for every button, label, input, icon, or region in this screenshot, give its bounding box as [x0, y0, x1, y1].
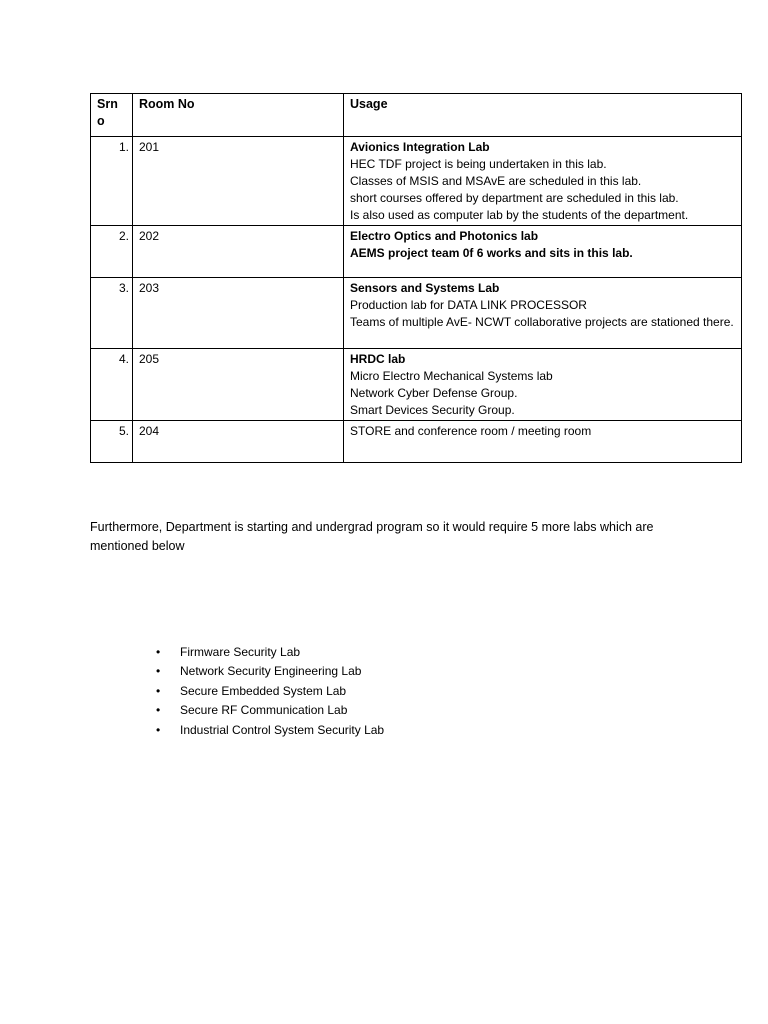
bullet-icon: •: [156, 645, 161, 659]
row-srno: 5.: [91, 421, 133, 463]
row-usage: [344, 278, 742, 349]
list-item: [150, 682, 384, 701]
row-usage: [344, 226, 742, 278]
table-row: [91, 278, 742, 349]
list-item-label: Network Security Engineering Lab: [180, 664, 362, 679]
body-paragraph: Furthermore, Department is starting and undergrad program so it would require 5 more labs which are mentioned below: [90, 520, 654, 553]
table-row: [91, 137, 742, 226]
bullet-icon: •: [156, 722, 161, 737]
list-item: [150, 701, 384, 720]
bullet-icon: •: [156, 664, 161, 679]
row-srno: 1.: [91, 137, 133, 226]
usage-line: STORE and conference room / meeting room: [350, 424, 592, 438]
usage-line: AEMS project team 0f 6 works and sits in this lab.: [350, 246, 633, 260]
table-header-row: [91, 94, 742, 137]
header-usage: Usage: [344, 94, 742, 137]
usage-line: HEC TDF project is being undertaken in this lab.: [350, 157, 607, 171]
labs-table: [90, 93, 742, 463]
row-usage: [344, 137, 742, 226]
usage-line: short courses offered by department are scheduled in this lab.: [350, 191, 679, 205]
row-srno: 4.: [91, 349, 133, 421]
usage-line: Micro Electro Mechanical Systems lab: [350, 369, 553, 383]
list-item-label: Industrial Control System Security Lab: [180, 722, 385, 737]
usage-line: Is also used as computer lab by the students of the department.: [350, 208, 689, 222]
table-row: [91, 226, 742, 278]
usage-title: Sensors and Systems Lab: [350, 281, 500, 295]
list-item-label: Secure RF Communication Lab: [180, 703, 348, 718]
usage-line: Production lab for DATA LINK PROCESSOR: [350, 298, 587, 312]
row-room-no: 202: [133, 226, 344, 278]
row-srno: 2.: [91, 226, 133, 278]
row-usage: [344, 421, 742, 463]
row-room-no: 204: [133, 421, 344, 463]
table-row: [91, 421, 742, 463]
row-srno: 3.: [91, 278, 133, 349]
row-room-no: 205: [133, 349, 344, 421]
usage-line: Smart Devices Security Group.: [350, 403, 515, 417]
header-room-no: Room No: [133, 94, 344, 137]
future-labs-list: [150, 643, 384, 740]
usage-title: Avionics Integration Lab: [350, 140, 490, 154]
list-item: [150, 643, 384, 662]
usage-line: Classes of MSIS and MSAvE are scheduled in this lab.: [350, 174, 642, 188]
usage-line: Network Cyber Defense Group.: [350, 386, 518, 400]
usage-line: Teams of multiple AvE- NCWT collaborative projects are stationed there.: [350, 315, 734, 329]
usage-title: HRDC lab: [350, 352, 406, 366]
list-item-label: Firmware Security Lab: [180, 645, 301, 659]
bullet-icon: •: [156, 683, 161, 698]
list-item-label: Secure Embedded System Lab: [180, 683, 347, 698]
list-item: [150, 662, 384, 681]
row-room-no: 203: [133, 278, 344, 349]
bullet-icon: •: [156, 703, 161, 718]
header-srno: Srn o: [91, 94, 133, 137]
list-item: [150, 721, 384, 740]
row-usage: [344, 349, 742, 421]
table-row: [91, 349, 742, 421]
row-room-no: 201: [133, 137, 344, 226]
usage-title: Electro Optics and Photonics lab: [350, 229, 539, 243]
